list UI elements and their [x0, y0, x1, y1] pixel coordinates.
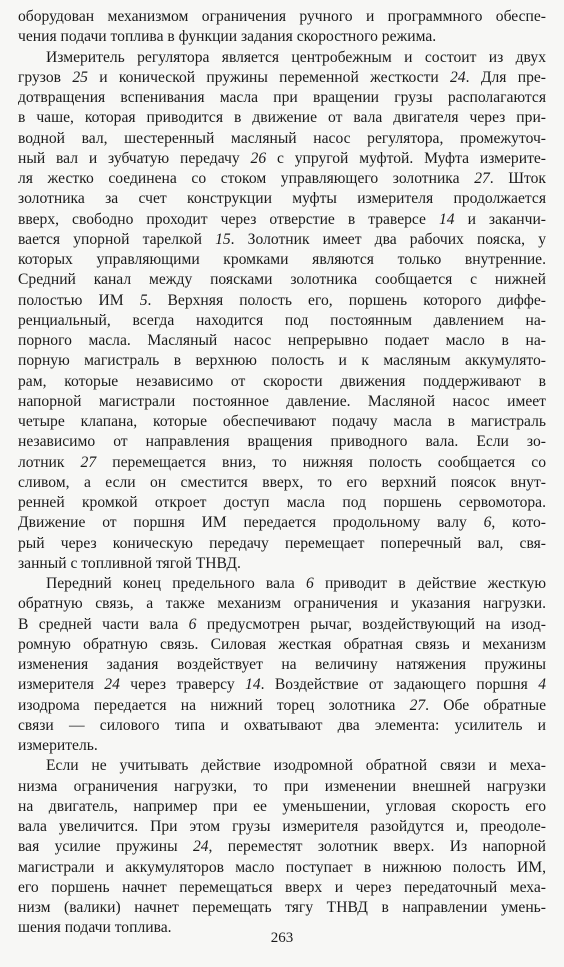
text-line: Если не учитывать действие изодромной обратной связи и меха- — [46, 757, 546, 775]
text-line: связи — силового типа и охватывают два элемента: усилитель и — [18, 716, 546, 734]
text-line: Передний конец предельного вала 6 приводит в действие жесткую — [46, 575, 546, 592]
text-line: занный с топливной тягой ТНВД. — [18, 554, 241, 572]
text-line: порного масла. Масляный насос непрерывно подает масло в на- — [18, 332, 546, 349]
text-line: сливом, а если он сместится вверх, то его верхний поясок внут- — [18, 473, 546, 491]
text-line: низма ограничения нагрузки, то при изменении внешней нагрузки — [18, 777, 546, 795]
figure-reference: 27 — [474, 170, 490, 187]
figure-reference: 24 — [192, 838, 209, 856]
text-line: водной вал, шестеренный масляный насос регулятора, промежуточ- — [18, 129, 546, 147]
body-text — [18, 7, 546, 939]
figure-reference: 27 — [409, 696, 426, 714]
text-line: изодрома передается на нижний торец золотника 27. Обе обратные — [18, 696, 546, 714]
text-line: Движение от поршня ИМ передается продольному валу 6, кото- — [18, 514, 546, 532]
figure-reference: 5 — [139, 291, 148, 309]
text-line: четыре клапана, которые обеспечивают подачу масла в магистраль — [18, 413, 546, 430]
figure-reference: 15 — [215, 230, 231, 248]
figure-reference: 14 — [245, 676, 261, 694]
figure-reference: 6 — [306, 575, 314, 592]
figure-reference: 6 — [483, 514, 492, 532]
text-line: вая усилие пружины 24, переместят золотник вверх. Из напорной — [18, 838, 546, 856]
text-line: грузов 25 и конической пружины переменной жесткости 24. Для пре- — [18, 68, 546, 86]
figure-reference: 24 — [104, 676, 120, 694]
text-line: вается упорной тарелкой 15. Золотник имеет два рабочих пояска, у — [18, 230, 546, 248]
text-line: чения подачи топлива в функции задания скоростного режима. — [18, 28, 437, 46]
text-line: его поршень начнет перемещаться вверх и через передаточный меха- — [18, 878, 546, 896]
text-line: Измеритель регулятора является центробежным и состоит из двух — [46, 48, 546, 66]
text-line: полостью ИМ 5. Верхняя полость его, поршень которого диффе- — [18, 291, 546, 309]
text-line: шения подачи топлива. — [18, 919, 172, 937]
figure-reference: 14 — [438, 210, 455, 228]
text-line: измерителя 24 через траверсу 14. Воздействие от задающего поршня 4 — [18, 676, 546, 694]
text-line: дотвращения вспенивания масла при вращении грузы располагаются — [18, 89, 546, 106]
text-line: изменения задания воздействует на величину натяжения пружины — [18, 656, 546, 673]
text-line: ромную обратную связь. Силовая жесткая обратная связь и механизм — [18, 635, 546, 653]
page-number: 263 — [270, 930, 294, 946]
text-line: ренней кромкой откроет доступ масла под поршень сервомотора. — [18, 494, 546, 511]
text-line: оборудован механизмом ограничения ручного и программного обеспе- — [18, 8, 546, 25]
text-line: магистрали и аккумуляторов масло поступает в нижнюю полость ИМ, — [18, 858, 546, 876]
text-line: В средней части вала 6 предусмотрен рычаг, воздействующий на изод- — [18, 615, 546, 633]
text-line: Средний канал между поясками золотника сообщается с нижней — [18, 271, 546, 289]
figure-reference: 26 — [250, 149, 267, 167]
text-line: в чаше, которая приводится в движение от вала двигателя через при- — [18, 109, 546, 127]
text-line: напорной магистрали постоянное давление. Масляной насос имеет — [18, 392, 546, 410]
figure-reference: 24 — [450, 68, 466, 86]
figure-reference: 6 — [188, 615, 197, 633]
text-line: обратную связь, а также механизм ограничения и указания нагрузки. — [18, 595, 546, 613]
text-line: измеритель. — [18, 737, 98, 754]
text-line: низм (валики) начнет перемещать тягу ТНВД в направлении умень- — [18, 899, 546, 916]
text-line: которых управляющими кромками являются только внутренние. — [18, 251, 546, 268]
text-line: ля жестко соединена со стоком управляющего золотника 27. Шток — [18, 170, 546, 187]
text-line: рам, которые независимо от скорости движения поддерживают в — [18, 372, 546, 390]
figure-reference: 27 — [80, 453, 97, 471]
text-line: ный вал и зубчатую передачу 26 с упругой муфтой. Муфта измерите- — [18, 149, 546, 167]
text-line: золотника за счет конструкции муфты измерителя продолжается — [18, 190, 546, 208]
text-line: ренциальный, всегда находится под постоянным давлением на- — [18, 311, 546, 329]
text-line: рый через коническую передачу перемещает поперечный вал, свя- — [18, 534, 546, 552]
figure-reference: 25 — [72, 68, 88, 86]
text-line: вала увеличится. При этом грузы измерителя разойдутся и, преодоле- — [18, 818, 546, 835]
figure-reference: 4 — [538, 676, 546, 694]
text-line: независимо от направления вращения приводного вала. Если зо- — [18, 433, 546, 451]
text-line: на двигатель, например при ее уменьшении, угловая скорость его — [18, 797, 546, 815]
text-line: вверх, свободно проходит через отверстие в траверсе 14 и заканчи- — [18, 210, 546, 228]
text-line: порную магистраль в верхнюю полость и к масляным аккумулято- — [18, 352, 546, 370]
text-line: лотник 27 перемещается вниз, то нижняя полость сообщается со — [18, 453, 546, 471]
